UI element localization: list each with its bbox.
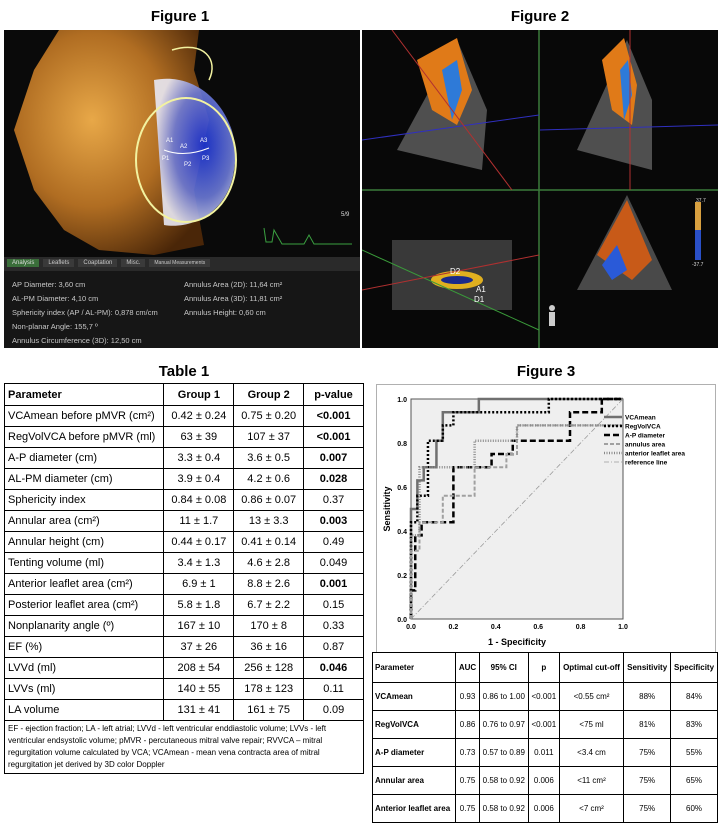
- table-2-header-row: [373, 653, 718, 683]
- p-value-cell: 0.87: [304, 637, 364, 658]
- table-2-cell: 83%: [671, 711, 718, 739]
- table-2-cell: 0.93: [456, 683, 479, 711]
- table-2-cell: 0.86 to 1.00: [479, 683, 528, 711]
- group-2-cell: 36 ± 16: [234, 637, 304, 658]
- p-value-cell: 0.007: [304, 448, 364, 469]
- x-tick-label: 0.8: [575, 624, 586, 631]
- table-2-cell: 0.006: [528, 795, 559, 823]
- group-1-cell: 3.3 ± 0.4: [164, 448, 234, 469]
- svg-text:A3: A3: [200, 138, 208, 144]
- table-2-cell: 75%: [624, 739, 671, 767]
- table-2-header-2: 95% CI: [479, 653, 528, 683]
- table-2-header-6: Specificity: [671, 653, 718, 683]
- table-1-row: [5, 595, 364, 616]
- legend-label: A-P diameter: [625, 432, 665, 440]
- group-1-cell: 167 ± 10: [164, 616, 234, 637]
- header-parameter: Parameter: [5, 384, 164, 406]
- param-cell: LVVs (ml): [5, 679, 164, 700]
- table-1-row: [5, 511, 364, 532]
- tab-misc[interactable]: Misc.: [121, 259, 145, 267]
- table-2-cell: 75%: [624, 795, 671, 823]
- group-1-cell: 140 ± 55: [164, 679, 234, 700]
- table-2-cell: <11 cm²: [559, 767, 623, 795]
- measurement-circumference: Annulus Circumference (3D): 12,50 cm: [12, 336, 142, 345]
- table-2-cell: 0.73: [456, 739, 479, 767]
- table-2-cell: <0.55 cm²: [559, 683, 623, 711]
- figure-2-echo-image: [362, 30, 718, 348]
- legend-label: anterior leaflet area: [625, 450, 685, 458]
- table-1-row: [5, 658, 364, 679]
- p-value-cell: 0.37: [304, 490, 364, 511]
- table-1-row: [5, 406, 364, 427]
- table-2-row: [373, 711, 718, 739]
- group-1-cell: 63 ± 39: [164, 427, 234, 448]
- table-2-row: [373, 795, 718, 823]
- table-2-cell: 60%: [671, 795, 718, 823]
- table-2-cell: 0.75: [456, 795, 479, 823]
- table-2-cell: 65%: [671, 767, 718, 795]
- param-cell: A-P diameter (cm): [5, 448, 164, 469]
- header-group-1: Group 1: [164, 384, 234, 406]
- table-2-cell: 0.58 to 0.92: [479, 767, 528, 795]
- svg-text:P3: P3: [202, 156, 210, 162]
- group-1-cell: 11 ± 1.7: [164, 511, 234, 532]
- legend-label: annulus area: [625, 441, 666, 449]
- figure-3-title: Figure 3: [516, 363, 576, 380]
- table-2-cell: <0.001: [528, 711, 559, 739]
- table-2-cell: 81%: [624, 711, 671, 739]
- group-1-cell: 37 ± 26: [164, 637, 234, 658]
- param-cell: Posterior leaflet area (cm²): [5, 595, 164, 616]
- svg-text:P1: P1: [162, 156, 170, 162]
- x-tick-label: 0.6: [533, 624, 544, 631]
- p-value-cell: 0.001: [304, 574, 364, 595]
- header-p-value: p-value: [304, 384, 364, 406]
- table-2-cell: 84%: [671, 683, 718, 711]
- tab-leaflets[interactable]: Leaflets: [43, 259, 74, 267]
- group-2-cell: 256 ± 128: [234, 658, 304, 679]
- group-2-cell: 4.6 ± 2.8: [234, 553, 304, 574]
- legend-label: VCAmean: [625, 414, 656, 422]
- table-1-row: [5, 490, 364, 511]
- group-2-cell: 107 ± 37: [234, 427, 304, 448]
- p-value-cell: 0.046: [304, 658, 364, 679]
- svg-text:A2: A2: [180, 144, 188, 150]
- tab-analysis[interactable]: Analysis: [7, 259, 39, 267]
- table-2-header-1: AUC: [456, 653, 479, 683]
- group-2-cell: 178 ± 123: [234, 679, 304, 700]
- table-2-row: [373, 739, 718, 767]
- table-2: [372, 652, 718, 823]
- group-1-cell: 3.4 ± 1.3: [164, 553, 234, 574]
- table-1-row: [5, 469, 364, 490]
- measurement-ap-diameter: AP Diameter: 3,60 cm: [12, 280, 86, 289]
- table-2-cell: Annular area: [373, 767, 456, 795]
- param-cell: Annular area (cm²): [5, 511, 164, 532]
- group-2-cell: 0.75 ± 0.20: [234, 406, 304, 427]
- param-cell: LVVd (ml): [5, 658, 164, 679]
- table-1-row: [5, 532, 364, 553]
- measurement-annulus-area-3d: Annulus Area (3D): 11,81 cm²: [184, 294, 283, 303]
- table-2-cell: 75%: [624, 767, 671, 795]
- group-2-cell: 13 ± 3.3: [234, 511, 304, 532]
- p-value-cell: 0.11: [304, 679, 364, 700]
- legend-label: reference line: [625, 459, 668, 467]
- x-axis-label: 1 - Specificity: [487, 637, 547, 647]
- param-cell: Tenting volume (ml): [5, 553, 164, 574]
- scale-top: 37.7: [696, 198, 706, 204]
- table-2-header-5: Sensitivity: [624, 653, 671, 683]
- table-2-header-0: Parameter: [373, 653, 456, 683]
- param-cell: Annular height (cm): [5, 532, 164, 553]
- p-value-cell: <0.001: [304, 406, 364, 427]
- param-cell: RegVolVCA before pMVR (ml): [5, 427, 164, 448]
- group-1-cell: 0.84 ± 0.08: [164, 490, 234, 511]
- table-2-cell: 88%: [624, 683, 671, 711]
- table-1-row: [5, 637, 364, 658]
- figure-2-panel: [362, 30, 718, 348]
- y-tick-label: 0.4: [397, 529, 407, 536]
- p-value-cell: 0.049: [304, 553, 364, 574]
- table-2-cell: RegVolVCA: [373, 711, 456, 739]
- scale-bottom: -37.7: [692, 262, 704, 268]
- y-tick-label: 0.2: [397, 573, 407, 580]
- param-cell: Nonplanarity angle (º): [5, 616, 164, 637]
- group-1-cell: 5.8 ± 1.8: [164, 595, 234, 616]
- group-2-cell: 170 ± 8: [234, 616, 304, 637]
- table-2-cell: <7 cm²: [559, 795, 623, 823]
- x-tick-label: 0.0: [406, 624, 416, 631]
- y-tick-label: 0.8: [397, 441, 407, 448]
- p-value-cell: 0.33: [304, 616, 364, 637]
- y-tick-label: 0.0: [397, 617, 407, 624]
- p-value-cell: 0.003: [304, 511, 364, 532]
- measurement-nonplanar-angle: Non-planar Angle: 155,7 º: [12, 322, 98, 331]
- table-2-cell: 0.75: [456, 767, 479, 795]
- measurement-annulus-height: Annulus Height: 0,60 cm: [184, 308, 266, 317]
- measurement-annulus-area-2d: Annulus Area (2D): 11,64 cm²: [184, 280, 283, 289]
- table-2-cell: 0.011: [528, 739, 559, 767]
- table-1-footnote-row: [5, 721, 364, 774]
- param-cell: AL-PM diameter (cm): [5, 469, 164, 490]
- tab-manual-measurements[interactable]: Manual Measurements: [149, 259, 210, 267]
- table-1-footnote: EF - ejection fraction; LA - left atrial; LVVd - left ventricular enddiastolic volume; LVVs - left ventricular endsystolic volume; pMVR - percutaneous mitral valve repair; RVVCA – mitral regurgitation volume calculated by VCA; VCAmean - mean vena contracta area of mitral regurgitation jet derived by 3D color Doppler: [5, 721, 364, 774]
- table-2-cell: 0.86: [456, 711, 479, 739]
- header-group-2: Group 2: [234, 384, 304, 406]
- y-axis-label: Sensitivity: [382, 486, 392, 532]
- measurement-alpm-diameter: AL-PM Diameter: 4,10 cm: [12, 294, 99, 303]
- figure-1-panel: [4, 30, 360, 348]
- param-cell: Anterior leaflet area (cm²): [5, 574, 164, 595]
- table-2-row: [373, 683, 718, 711]
- table-2-header-4: Optimal cut-off: [559, 653, 623, 683]
- table-2-cell: Anterior leaflet area: [373, 795, 456, 823]
- legend-label: RegVolVCA: [625, 423, 661, 431]
- table-1-row: [5, 574, 364, 595]
- table-2-cell: <3.4 cm: [559, 739, 623, 767]
- label-d2: D2: [450, 267, 461, 276]
- label-d1: D1: [474, 295, 485, 304]
- svg-text:P2: P2: [184, 162, 192, 168]
- table-1-row: [5, 616, 364, 637]
- table-2-cell: VCAmean: [373, 683, 456, 711]
- table-2-header-3: p: [528, 653, 559, 683]
- tab-coaptation[interactable]: Coaptation: [78, 259, 117, 267]
- p-value-cell: 0.15: [304, 595, 364, 616]
- table-2-cell: 0.57 to 0.89: [479, 739, 528, 767]
- p-value-cell: <0.001: [304, 427, 364, 448]
- param-cell: LA volume: [5, 700, 164, 721]
- group-1-cell: 3.9 ± 0.4: [164, 469, 234, 490]
- p-value-cell: 0.09: [304, 700, 364, 721]
- roc-chart: [376, 384, 716, 654]
- table-2-cell: 55%: [671, 739, 718, 767]
- table-1-row: [5, 427, 364, 448]
- group-1-cell: 0.44 ± 0.17: [164, 532, 234, 553]
- group-2-cell: 0.86 ± 0.07: [234, 490, 304, 511]
- group-2-cell: 6.7 ± 2.2: [234, 595, 304, 616]
- measurement-sphericity: Sphericity index (AP / AL-PM): 0,878 cm/cm: [12, 308, 158, 317]
- table-2-row: [373, 767, 718, 795]
- group-2-cell: 8.8 ± 2.6: [234, 574, 304, 595]
- table-2-cell: A-P diameter: [373, 739, 456, 767]
- param-cell: EF (%): [5, 637, 164, 658]
- x-tick-label: 0.2: [448, 624, 459, 631]
- label-a1: A1: [476, 285, 486, 294]
- group-1-cell: 208 ± 54: [164, 658, 234, 679]
- table-1-row: [5, 553, 364, 574]
- group-2-cell: 161 ± 75: [234, 700, 304, 721]
- table-2-cell: <0.001: [528, 683, 559, 711]
- table-2-cell: 0.58 to 0.92: [479, 795, 528, 823]
- table-1-title: Table 1: [158, 363, 210, 380]
- param-cell: Sphericity index: [5, 490, 164, 511]
- y-tick-label: 0.6: [397, 485, 407, 492]
- table-2-cell: 0.76 to 0.97: [479, 711, 528, 739]
- p-value-cell: 0.028: [304, 469, 364, 490]
- svg-text:A1: A1: [166, 138, 174, 144]
- p-value-cell: 0.49: [304, 532, 364, 553]
- table-1-row: [5, 448, 364, 469]
- group-1-cell: 6.9 ± 1: [164, 574, 234, 595]
- figure-2-title: Figure 2: [510, 8, 570, 25]
- group-2-cell: 3.6 ± 0.5: [234, 448, 304, 469]
- table-2-cell: <75 ml: [559, 711, 623, 739]
- table-1-row: [5, 700, 364, 721]
- group-2-cell: 4.2 ± 0.6: [234, 469, 304, 490]
- x-tick-label: 1.0: [618, 624, 628, 631]
- figure-1-title: Figure 1: [150, 8, 210, 25]
- table-1: [4, 383, 364, 774]
- group-1-cell: 0.42 ± 0.24: [164, 406, 234, 427]
- param-cell: VCAmean before pMVR (cm²): [5, 406, 164, 427]
- x-tick-label: 0.4: [490, 624, 501, 631]
- group-1-cell: 131 ± 41: [164, 700, 234, 721]
- figure-1-tabs: [4, 259, 210, 267]
- y-tick-label: 1.0: [397, 397, 407, 404]
- frame-label: 5/9: [341, 212, 350, 218]
- table-1-row: [5, 679, 364, 700]
- group-2-cell: 0.41 ± 0.14: [234, 532, 304, 553]
- table-2-cell: 0.006: [528, 767, 559, 795]
- table-1-header-row: [5, 384, 364, 406]
